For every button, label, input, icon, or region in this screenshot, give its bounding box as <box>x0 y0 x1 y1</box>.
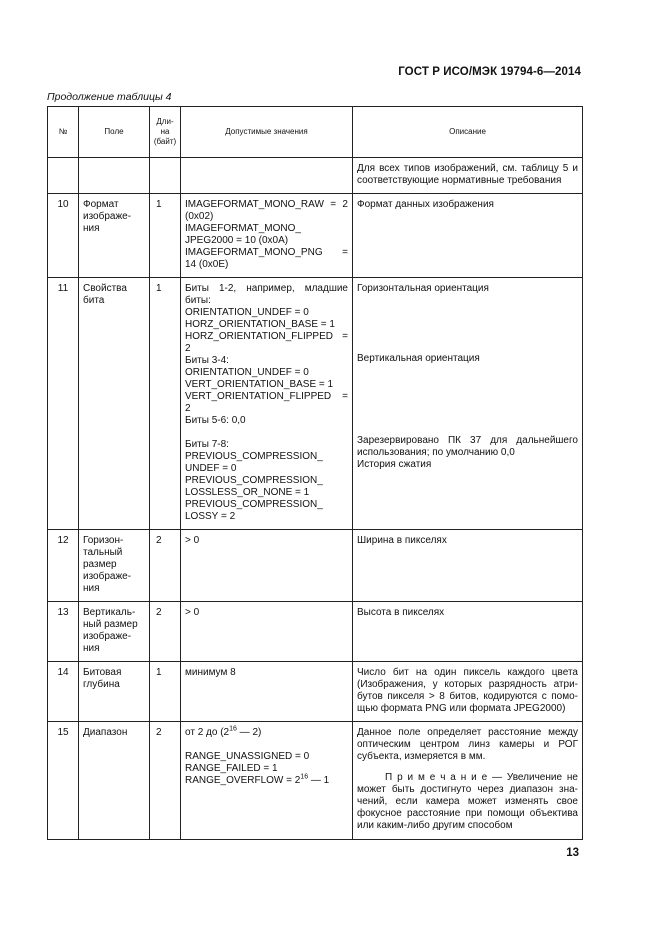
cell-values: IMAGEFORMAT_MONO_RAW = 2 (0x02) IMAGEFORMAT_MONO_ JPEG2000 = 10 (0x0A) IMAGEFORMAT_MONO_PNG = 14 (0x0E) <box>181 194 353 278</box>
cell-values: > 0 <box>181 530 353 602</box>
cell-length: 2 <box>150 722 181 840</box>
table-row <box>48 158 583 194</box>
table-row <box>48 722 583 840</box>
table-header-row <box>48 107 583 158</box>
cell-description: Ширина в пикселях <box>353 530 583 602</box>
cell-no: 12 <box>48 530 79 602</box>
cell-no: 13 <box>48 602 79 662</box>
table-row <box>48 194 583 278</box>
table-caption: Продолжение таблицы 4 <box>47 91 172 103</box>
cell-field: Битовая глубина <box>79 662 150 722</box>
cell-no: 14 <box>48 662 79 722</box>
cell-values: минимум 8 <box>181 662 353 722</box>
cell-description: Высота в пикселях <box>353 602 583 662</box>
cell-description: Число бит на один пиксель каждого цвета (Изображения, у которых разрядность атри- бутов пикселя > 8 битов, кодируются с помо- щью формата PNG или формата JPEG2000) <box>353 662 583 722</box>
cell-description: Горизонтальная ориентация Вертикальная ориентация Зарезервировано ПК 37 для дальнейшего использования; по умолчанию 0,0 История сжатия <box>353 278 583 530</box>
cell-length: 1 <box>150 278 181 530</box>
cell-field <box>79 158 150 194</box>
note-text: П р и м е ч а н и е — Увеличение не <box>385 772 578 783</box>
cell-field: Горизон- тальный размер изображе- ния <box>79 530 150 602</box>
page-number: 13 <box>566 847 579 859</box>
cell-no: 10 <box>48 194 79 278</box>
table-row <box>48 530 583 602</box>
col-header-field: Поле <box>79 107 150 158</box>
table-row <box>48 278 583 530</box>
col-header-values: Допустимые значения <box>181 107 353 158</box>
cell-values: > 0 <box>181 602 353 662</box>
cell-length: 1 <box>150 194 181 278</box>
cell-field: Вертикаль- ный размер изображе- ния <box>79 602 150 662</box>
document-header: ГОСТ Р ИСО/МЭК 19794-6—2014 <box>398 66 581 78</box>
cell-length: 1 <box>150 662 181 722</box>
fields-table <box>47 106 583 840</box>
table-row <box>48 662 583 722</box>
cell-length: 2 <box>150 530 181 602</box>
cell-description: Формат данных изображения <box>353 194 583 278</box>
col-header-length: Дли- на (байт) <box>150 107 181 158</box>
cell-values: от 2 до ($2^{16}$ — 2) RANGE_UNASSIGNED = 0 RANGE_FAILED = 1 RANGE_OVERFLOW = $2^{16}$ — 1 <box>181 722 353 840</box>
cell-no: 15 <box>48 722 79 840</box>
col-header-no: № <box>48 107 79 158</box>
cell-description: Для всех типов изображений, см. таблицу 5 и соответствующие нормативные требования <box>353 158 583 194</box>
cell-field: Формат изображе- ния <box>79 194 150 278</box>
cell-length <box>150 158 181 194</box>
col-header-description: Описание <box>353 107 583 158</box>
cell-values <box>181 158 353 194</box>
cell-length: 2 <box>150 602 181 662</box>
cell-no: 11 <box>48 278 79 530</box>
cell-field: Диапазон <box>79 722 150 840</box>
table-row <box>48 602 583 662</box>
cell-description: Данное поле определяет расстояние между оптическим центром линз камеры и РОГ субъекта, измеряется в мм. П р и м е ч а н и е — Увеличение не может быть достигнуто через диапазон зна- чений, если камера может изменять свое фокусное расстояние при помощи объектива или каким-либо другим способом <box>353 722 583 840</box>
cell-values: Биты 1-2, например, младшие биты: ORIENTATION_UNDEF = 0 HORZ_ORIENTATION_BASE = 1 HORZ_ORIENTATION_FLIPPED = 2 Биты 3-4: ORIENTATION_UNDEF = 0 VERT_ORIENTATION_BASE = 1 VERT_ORIENTATION_FLIPPED = 2 Биты 5-6: 0,0 Биты 7-8: PREVIOUS_COMPRESSION_ UNDEF = 0 PREVIOUS_COMPRESSION_ LOSSLESS_OR_NONE = 1 PREVIOUS_COMPRESSION_ LOSSY = 2 <box>181 278 353 530</box>
cell-no <box>48 158 79 194</box>
cell-field: Свойства бита <box>79 278 150 530</box>
